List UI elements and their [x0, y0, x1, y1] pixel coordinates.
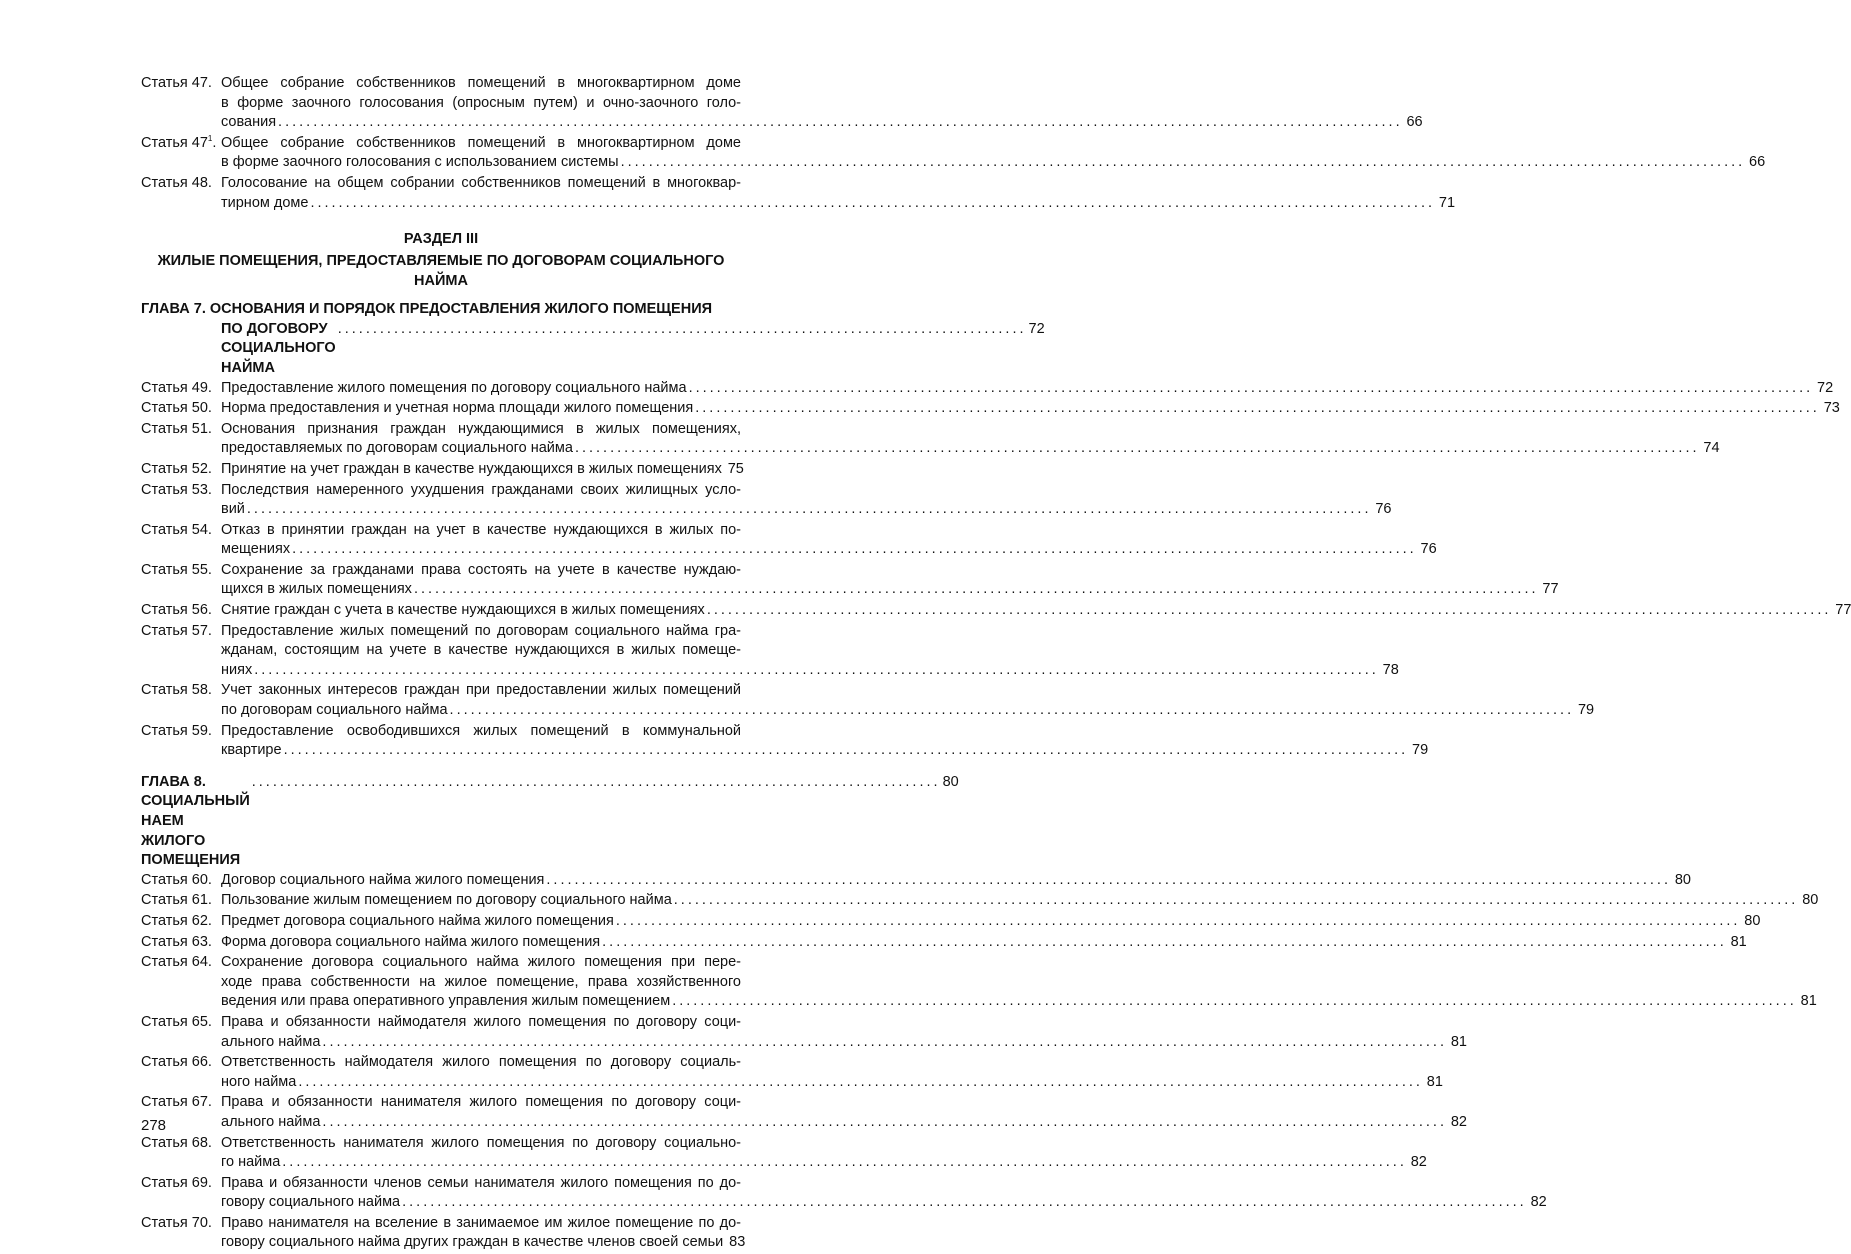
article-title-last-line — [221, 992, 1817, 1012]
article-title-line: Предоставление освободившихся жилых помещений в коммунальной — [221, 722, 741, 739]
article-label: Статья 51. — [141, 420, 212, 437]
article-number — [141, 1134, 221, 1154]
article-title-end: щихся в жилых помещениях — [221, 581, 412, 598]
article-title-end: Снятие граждан с учета в качестве нуждающихся в жилых помещениях — [221, 602, 705, 619]
toc-entry — [141, 521, 1437, 560]
page-ref: 71 — [1438, 194, 1456, 211]
article-number — [141, 912, 221, 932]
article-number — [141, 871, 221, 891]
article-number — [141, 1013, 221, 1033]
leader-dots: ................................................................................................................................................................ — [602, 933, 1727, 950]
article-title-end: вий — [221, 501, 245, 518]
article-number — [141, 174, 221, 194]
page-ref: 76 — [1420, 541, 1437, 558]
article-title-last-line — [221, 580, 1559, 600]
page-ref: 66 — [1406, 114, 1423, 131]
article-number — [141, 379, 221, 399]
page-number: 278 — [141, 1117, 167, 1134]
page-ref: 73 — [1823, 400, 1840, 417]
article-number — [141, 1174, 221, 1194]
article-title-end: Форма договора социального найма жилого помещения — [221, 933, 601, 950]
article-title-last-line — [221, 1233, 746, 1253]
article-title-last-line — [221, 1153, 1427, 1173]
article-label: Статья 52. — [141, 460, 212, 477]
article-title-line: Ответственность нанимателя жилого помещения по договору социально- — [221, 1134, 741, 1151]
article-number — [141, 74, 221, 94]
article-title-line: Права и обязанности членов семьи нанимателя жилого помещения по до- — [221, 1174, 741, 1191]
article-title-line: жданам, состоящим на учете в качестве нуждающихся в жилых помеще- — [221, 642, 741, 659]
toc-entry — [141, 1174, 1547, 1213]
leader-dots: ................................................................................................................................................................ — [246, 501, 1372, 518]
page-ref: 76 — [1375, 501, 1392, 518]
page-ref: 79 — [1412, 742, 1429, 759]
toc-entry — [141, 681, 1595, 720]
page-ref: 81 — [1800, 993, 1817, 1010]
article-number — [141, 601, 221, 621]
article-title-line: Права и обязанности нанимателя жилого помещения по договору соци- — [221, 1094, 741, 1111]
article-title-end: го найма — [221, 1154, 281, 1171]
section-title: ЖИЛЫЕ ПОМЕЩЕНИЯ, ПРЕДОСТАВЛЯЕМЫЕ ПО ДОГОВОРАМ СОЦИАЛЬНОГО НАЙМА — [157, 253, 725, 290]
article-label: Статья 47. — [141, 75, 212, 91]
article-title-last-line — [221, 153, 1766, 173]
article-number — [141, 460, 221, 480]
article-label: Статья 50. — [141, 400, 212, 417]
chapter-7-title-end: ПО ДОГОВОРУ СОЦИАЛЬНОГО НАЙМА — [221, 320, 336, 376]
article-title-end: Норма предоставления и учетная норма площади жилого помещения — [221, 400, 694, 417]
leader-dots: ................................................................................................................................................................ — [449, 702, 1575, 719]
article-title-end: тирном доме — [221, 194, 309, 211]
article-label: Статья 54. — [141, 521, 212, 538]
table-of-contents — [141, 74, 1851, 1254]
article-label: Статья 60. — [141, 871, 212, 888]
article-title-line: Отказ в принятии граждан на учет в качестве нуждающихся в жилых по- — [221, 521, 741, 538]
page-ref: 83 — [729, 1234, 746, 1251]
toc-entry — [141, 174, 1456, 213]
article-label: Статья 56. — [141, 602, 212, 619]
page-ref: 82 — [1450, 1113, 1467, 1130]
article-title-last-line — [221, 540, 1437, 560]
article-number — [141, 399, 221, 419]
article-title-last-line — [221, 500, 1392, 520]
page-ref: 74 — [1703, 440, 1720, 457]
article-label: Статья 48. — [141, 174, 212, 191]
leader-dots: ................................................................................................................................................................ — [310, 194, 1436, 211]
article-title-end: квартире — [221, 742, 282, 759]
article-title-last-line — [221, 194, 1456, 214]
article-number — [141, 933, 221, 953]
article-title-last-line — [221, 891, 1819, 911]
toc-entry — [141, 891, 1819, 911]
article-title-last-line — [221, 1193, 1547, 1213]
article-label-dot: . — [212, 134, 217, 151]
article-superscript: 1 — [207, 133, 213, 143]
article-title-end: по договорам социального найма — [221, 702, 448, 719]
toc-entry — [141, 1013, 1467, 1052]
page-ref: 81 — [1426, 1073, 1443, 1090]
article-number — [141, 1053, 221, 1073]
page-ref: 80 — [1744, 912, 1761, 929]
article-title-end: Пользование жилым помещением по договору социального найма — [221, 892, 672, 909]
leader-dots: ................................................................................................................................................................ — [298, 1073, 1423, 1090]
toc-entry — [141, 601, 1851, 621]
article-title-end: Принятие на учет граждан в качестве нуждающихся в жилых помещениях — [221, 460, 722, 477]
toc-entry — [141, 1214, 746, 1253]
chapter-7-title-line: ГЛАВА 7. ОСНОВАНИЯ И ПОРЯДОК ПРЕДОСТАВЛЕНИЯ ЖИЛОГО ПОМЕЩЕНИЯ — [141, 301, 713, 318]
toc-entry — [141, 1134, 1427, 1173]
chapter-7-page: 72 — [1028, 320, 1045, 337]
article-label: Статья 49. — [141, 379, 212, 396]
article-title-end: ведения или права оперативного управления жилым помещением — [221, 993, 671, 1010]
article-title-line: ходе права собственности на жилое помещение, права хозяйственного — [221, 973, 741, 990]
article-title-line: Общее собрание собственников помещений в многоквартирном доме — [221, 75, 741, 91]
leader-dots: ................................................................................................................................................................ — [322, 1033, 1447, 1050]
article-label: Статья 63. — [141, 933, 212, 950]
page-ref: 66 — [1749, 154, 1766, 171]
chapter-8-title: ГЛАВА 8. СОЦИАЛЬНЫЙ НАЕМ ЖИЛОГО ПОМЕЩЕНИЯ — [141, 773, 250, 869]
article-label: Статья 68. — [141, 1134, 212, 1151]
article-label: Статья 61. — [141, 892, 212, 909]
article-title-last-line — [221, 1113, 1467, 1133]
leader-dots: ................................................................................................................................................................ — [695, 400, 1820, 417]
article-label: Статья 53. — [141, 481, 212, 498]
article-title-end: ального найма — [221, 1113, 321, 1130]
chapter-8-title-line — [141, 773, 959, 871]
page-ref: 82 — [1410, 1154, 1427, 1171]
article-title-last-line — [221, 1073, 1443, 1093]
article-title-end: предоставляемых по договорам социального найма — [221, 440, 573, 457]
leader-dots: .................................................................................................. — [337, 320, 1027, 337]
article-title-end: ниях — [221, 661, 253, 678]
article-title-last-line — [221, 741, 1429, 761]
article-title-line: Последствия намеренного ухудшения гражданами своих жилищных усло- — [221, 481, 741, 498]
leader-dots: ................................................................................................................................................................ — [413, 581, 1539, 598]
page-ref: 75 — [727, 460, 744, 477]
leader-dots: .................................................................................................. — [251, 773, 941, 790]
chapter-8-page: 80 — [942, 773, 959, 790]
article-title-last-line — [221, 871, 1691, 891]
toc-entry — [141, 953, 1817, 1012]
article-label: Статья 70. — [141, 1214, 212, 1231]
article-title-end: Предоставление жилого помещения по договору социального найма — [221, 379, 687, 396]
leader-dots: ................................................................................................................................................................ — [278, 114, 1403, 131]
article-title-end: ального найма — [221, 1033, 321, 1050]
article-title-end: говору социального найма — [221, 1194, 401, 1211]
article-title-end: мещениях — [221, 541, 291, 558]
article-label: Статья 57. — [141, 622, 212, 639]
toc-part-2 — [141, 379, 1851, 761]
article-label: Статья 66. — [141, 1054, 212, 1071]
leader-dots: ................................................................................................................................................................ — [673, 892, 1799, 909]
leader-dots: ................................................................................................................................................................ — [254, 661, 1379, 678]
article-label: Статья 69. — [141, 1174, 212, 1191]
leader-dots: ................................................................................................................................................................ — [688, 379, 1814, 396]
page-ref: 79 — [1577, 702, 1595, 719]
leader-dots: ................................................................................................................................................................ — [402, 1194, 1527, 1211]
article-title-last-line — [221, 439, 1720, 459]
toc-entry — [141, 912, 1761, 932]
page-ref: 81 — [1450, 1033, 1467, 1050]
article-title-end: в форме заочного голосования с использованием системы — [221, 154, 619, 171]
article-title-end: Договор социального найма жилого помещения — [221, 871, 545, 888]
page-ref: 82 — [1530, 1194, 1547, 1211]
article-number — [141, 420, 221, 440]
article-title-end: сования — [221, 114, 277, 131]
article-title-line: в форме заочного голосования (опросным путем) и очно-заочного голо- — [221, 94, 741, 111]
toc-entry — [141, 481, 1392, 520]
page-ref: 72 — [1817, 379, 1834, 396]
article-number — [141, 481, 221, 501]
article-title-line: Предоставление жилых помещений по договорам социального найма гра- — [221, 622, 741, 639]
chapter-7-title-last-line — [141, 320, 1045, 379]
leader-dots: ................................................................................................................................................................ — [672, 993, 1797, 1010]
article-number — [141, 561, 221, 581]
article-title-line: Учет законных интересов граждан при предоставлении жилых помещений — [221, 682, 741, 699]
toc-entry — [141, 871, 1691, 891]
toc-entry — [141, 460, 744, 480]
toc-part-3 — [141, 871, 1819, 1253]
toc-entry — [141, 74, 1423, 133]
article-title-line: Общее собрание собственников помещений в многоквартирном доме — [221, 134, 741, 151]
article-title-last-line — [221, 933, 1747, 953]
article-label: Статья 62. — [141, 912, 212, 929]
article-number — [141, 891, 221, 911]
article-number — [141, 681, 221, 701]
article-label: Статья 67. — [141, 1094, 212, 1111]
article-number — [141, 953, 221, 973]
article-title-last-line — [221, 399, 1840, 419]
article-title-last-line — [221, 113, 1423, 133]
leader-dots: ................................................................................................................................................................ — [292, 541, 1417, 558]
toc-entry — [141, 379, 1834, 399]
toc-entry — [141, 622, 1399, 681]
toc-entry — [141, 561, 1559, 600]
chapter-8-heading — [141, 773, 959, 871]
page-ref: 78 — [1382, 661, 1399, 678]
article-number — [141, 722, 221, 742]
section-heading: РАЗДЕЛ III — [403, 231, 479, 248]
toc-entry — [141, 1093, 1467, 1132]
article-label: Статья 55. — [141, 561, 212, 578]
article-title-line: Сохранение договора социального найма жилого помещения при пере- — [221, 954, 741, 971]
article-title-line: Права и обязанности наймодателя жилого помещения по договору соци- — [221, 1013, 741, 1030]
article-number — [141, 1214, 221, 1234]
article-label: Статья 58. — [141, 682, 212, 699]
article-title-last-line — [221, 701, 1595, 721]
toc-entry — [141, 1053, 1443, 1092]
article-title-line: Сохранение за гражданами права состоять на учете в качестве нуждаю- — [221, 561, 741, 578]
article-number — [141, 134, 221, 154]
page-ref: 77 — [1835, 602, 1851, 619]
toc-entry — [141, 933, 1747, 953]
article-title-end: говору социального найма других граждан в качестве членов своей семьи — [221, 1234, 724, 1251]
article-title-line: Голосование на общем собрании собственников помещений в многоквар- — [221, 174, 741, 191]
article-title-last-line — [221, 912, 1761, 932]
article-number — [141, 521, 221, 541]
toc-part-1 — [141, 74, 1766, 213]
leader-dots: ................................................................................................................................................................ — [620, 154, 1746, 171]
page-ref: 80 — [1802, 892, 1819, 909]
article-title-line: Право нанимателя на вселение в занимаемое им жилое помещение по до- — [221, 1214, 741, 1231]
article-title-last-line — [221, 601, 1851, 621]
leader-dots: ................................................................................................................................................................ — [283, 742, 1409, 759]
article-label: Статья 47 — [141, 134, 208, 151]
leader-dots: ................................................................................................................................................................ — [706, 602, 1832, 619]
toc-entry — [141, 399, 1840, 419]
article-title-last-line — [221, 661, 1399, 681]
leader-dots: ................................................................................................................................................................ — [322, 1113, 1447, 1130]
article-title-end: Предмет договора социального найма жилого помещения — [221, 912, 614, 929]
article-title-line: Основания признания граждан нуждающимися в жилых помещениях, — [221, 420, 741, 437]
toc-entry — [141, 133, 1766, 173]
article-number — [141, 1093, 221, 1113]
page-ref: 80 — [1674, 871, 1691, 888]
article-title-last-line — [221, 460, 744, 480]
article-title-line: Ответственность наймодателя жилого помещения по договору социаль- — [221, 1054, 741, 1071]
leader-dots: ................................................................................................................................................................ — [282, 1154, 1407, 1171]
leader-dots: ................................................................................................................................................................ — [574, 440, 1700, 457]
page-ref: 81 — [1730, 933, 1747, 950]
leader-dots: ................................................................................................................................................................ — [546, 871, 1671, 888]
article-title-end: ного найма — [221, 1073, 297, 1090]
article-label: Статья 65. — [141, 1013, 212, 1030]
article-title-last-line — [221, 379, 1834, 399]
article-number — [141, 622, 221, 642]
article-title-last-line — [221, 1033, 1467, 1053]
article-label: Статья 59. — [141, 722, 212, 739]
page-ref: 77 — [1542, 581, 1559, 598]
chapter-7-heading — [141, 300, 1045, 378]
toc-entry — [141, 722, 1429, 761]
leader-dots: ................................................................................................................................................................ — [615, 912, 1741, 929]
article-label: Статья 64. — [141, 954, 212, 971]
toc-entry — [141, 420, 1720, 459]
